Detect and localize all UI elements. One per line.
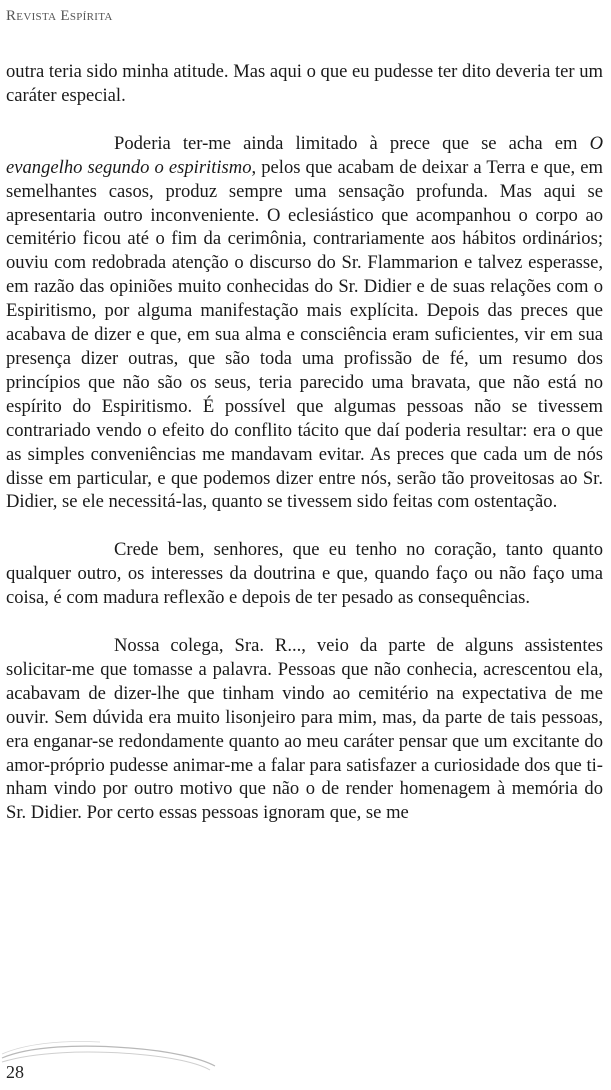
paragraph-continuation: outra teria sido minha atitude. Mas aqui o que eu pudesse ter dito deveria ter um caráter especial.	[6, 61, 603, 106]
page-body	[6, 60, 603, 825]
paragraph-prece	[6, 132, 603, 515]
running-head: Revista Espírita	[6, 8, 113, 24]
paragraph-crede: Crede bem, senhores, que eu tenho no coração, tanto quanto qualquer outro, os interesses da doutrina e que, quando faço ou não faço uma coisa, é com madura reflexão e depois de ter pesado as consequências.	[6, 539, 603, 609]
footer-ornament	[0, 1036, 230, 1076]
book-title: O evangelho segundo o espiritismo	[6, 132, 603, 178]
paragraph-colega: Nossa colega, Sra. R..., veio da parte de alguns assistentes solicitar-me que tomasse a palavra. Pessoas que não conhecia, acrescentou ela, acabavam de dizer-lhe que tinham vindo ao cemitério na expectativa de me ouvir. Sem dúvida era muito lisonjeiro para mim, mas, da parte de tais pessoas, era enganar-se redondamente quanto ao meu caráter pensar que um excitante do amor-próprio pudesse animar-me a falar para satisfazer a curiosidade dos que tinham vindo por outro motivo que não o de render homenagem à memória do Sr. Didier. Por certo essas pessoas ignoram que, se me	[6, 635, 603, 824]
page-number: 28	[6, 1062, 24, 1082]
paragraph-prece-text-start: Poderia ter-me ainda limitado à prece que se acha em	[114, 132, 590, 154]
paragraph-prece-text-rest: , pelos que acabam de deixar a Terra e que, em semelhantes casos, produz sempre uma sensação profunda. Mas aqui se apresentaria outro inconveniente. O eclesiástico que acompanhou o corpo ao cemitério ficou até o fim da cerimônia, contrariamente aos hábitos ordinários; ouviu com redobrada atenção o discurso do Sr. Flammarion e talvez esperasse, em razão das opiniões muito conhecidas do Sr. Didier e de suas relações com o Espiritismo, por alguma manifestação mais explícita. Depois das preces que acabava de dizer e que, em sua alma e consciência eram suficientes, vir em sua presença dizer outras, que são toda uma profissão de fé, um resumo dos princípios que não são os seus, teria parecido uma bravata, que não está no espírito do Espiritismo. É possível que algumas pessoas não se tivessem contrariado vendo o efeito do conflito tácito que daí poderia resultar: era o que as simples conveniências me mandavam evitar. As preces que cada um de nós disse em particular, e que podemos dizer entre nós, serão tão proveitosas ao Sr. Didier, se ele necessitá-las, quanto se tivessem sido feitas com ostentação.	[6, 156, 603, 513]
